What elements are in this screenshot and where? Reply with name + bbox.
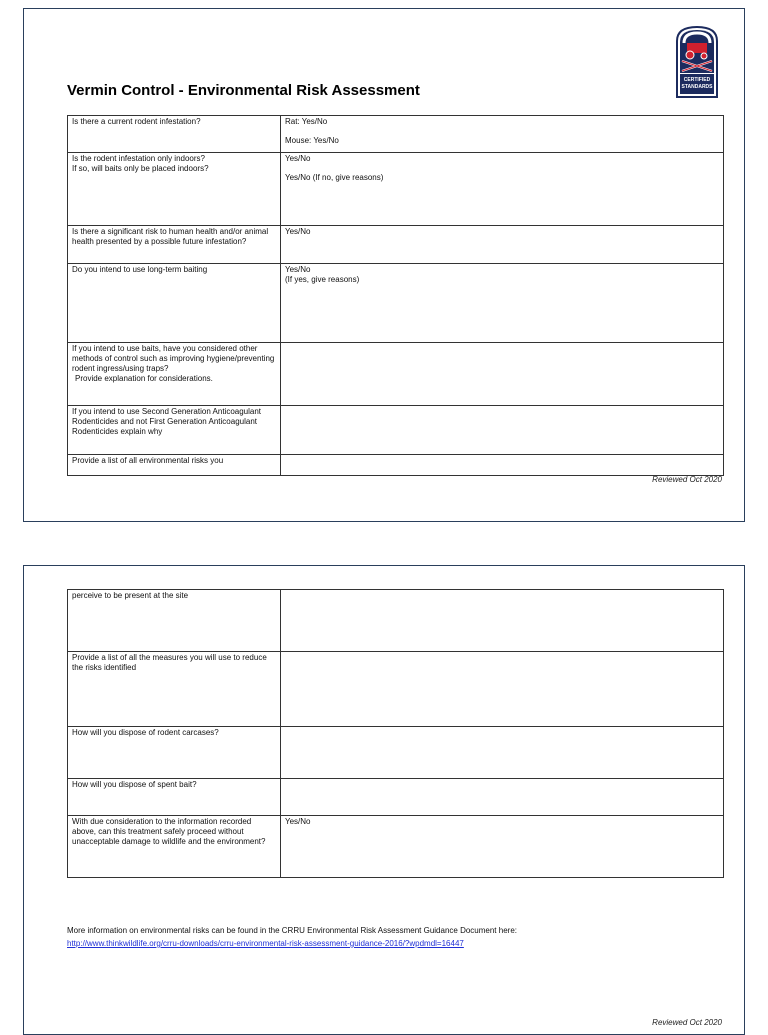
table-row [68, 816, 724, 878]
question-cell: If you intend to use Second Generation Anticoagulant Rodenticides and not First Generation Anticoagulant Rodenticides explain why [68, 406, 281, 455]
question-cell: Is there a significant risk to human health and/or animal health presented by a possible future infestation? [68, 226, 281, 264]
table-row [68, 116, 724, 153]
question-cell: perceive to be present at the site [68, 590, 281, 652]
table-row [68, 779, 724, 816]
question-cell: Is there a current rodent infestation? [68, 116, 281, 153]
answer-cell[interactable]: Yes/No Yes/No (If no, give reasons) [281, 153, 724, 226]
question-cell: Provide a list of all the measures you will use to reduce the risks identified [68, 652, 281, 727]
answer-cell[interactable] [281, 406, 724, 455]
question-cell: Do you intend to use long-term baiting [68, 264, 281, 343]
table-row [68, 264, 724, 343]
question-cell: If you intend to use baits, have you considered other methods of control such as improving hygiene/preventing rodent ingress/using traps? Provide explanation for considerations. [68, 343, 281, 406]
answer-cell[interactable] [281, 727, 724, 779]
question-cell: Provide a list of all environmental risks you [68, 455, 281, 476]
question-cell: How will you dispose of spent bait? [68, 779, 281, 816]
reviewed-date: Reviewed Oct 2020 [652, 475, 722, 484]
table-row [68, 590, 724, 652]
guidance-document-link[interactable]: http://www.thinkwildlife.org/crru-downloads/crru-environmental-risk-assessment-guidance-2016/?wpdmdl=16447 [67, 939, 464, 948]
more-info-text: More information on environmental risks can be found in the CRRU Environmental Risk Assessment Guidance Document here: [67, 926, 517, 935]
logo-text-certified: CERTIFIED [683, 77, 711, 83]
table-row [68, 652, 724, 727]
table-row [68, 406, 724, 455]
answer-cell[interactable] [281, 590, 724, 652]
document-page-2 [23, 565, 745, 1035]
risk-assessment-table-1 [67, 115, 724, 476]
question-cell: With due consideration to the information recorded above, can this treatment safely proceed without unacceptable damage to wildlife and the environment? [68, 816, 281, 878]
table-row [68, 153, 724, 226]
answer-cell[interactable]: Yes/No [281, 816, 724, 878]
answer-cell[interactable] [281, 652, 724, 727]
page-title: Vermin Control - Environmental Risk Assessment [67, 82, 420, 99]
table-row [68, 727, 724, 779]
risk-assessment-table-2 [67, 589, 724, 878]
document-page-1 [23, 8, 745, 522]
question-cell: How will you dispose of rodent carcases? [68, 727, 281, 779]
more-info-section [67, 924, 707, 950]
logo-text-standards: STANDARDS [681, 84, 713, 90]
table-row [68, 455, 724, 476]
reviewed-date: Reviewed Oct 2020 [652, 1018, 722, 1027]
table-row [68, 343, 724, 406]
question-cell: Is the rodent infestation only indoors? If so, will baits only be placed indoors? [68, 153, 281, 226]
answer-cell[interactable] [281, 343, 724, 406]
answer-cell[interactable] [281, 779, 724, 816]
red-tractor-logo [674, 25, 720, 99]
answer-cell[interactable] [281, 455, 724, 476]
answer-cell[interactable]: Yes/No (If yes, give reasons) [281, 264, 724, 343]
answer-cell[interactable]: Yes/No [281, 226, 724, 264]
answer-cell[interactable]: Rat: Yes/No Mouse: Yes/No [281, 116, 724, 153]
table-row [68, 226, 724, 264]
